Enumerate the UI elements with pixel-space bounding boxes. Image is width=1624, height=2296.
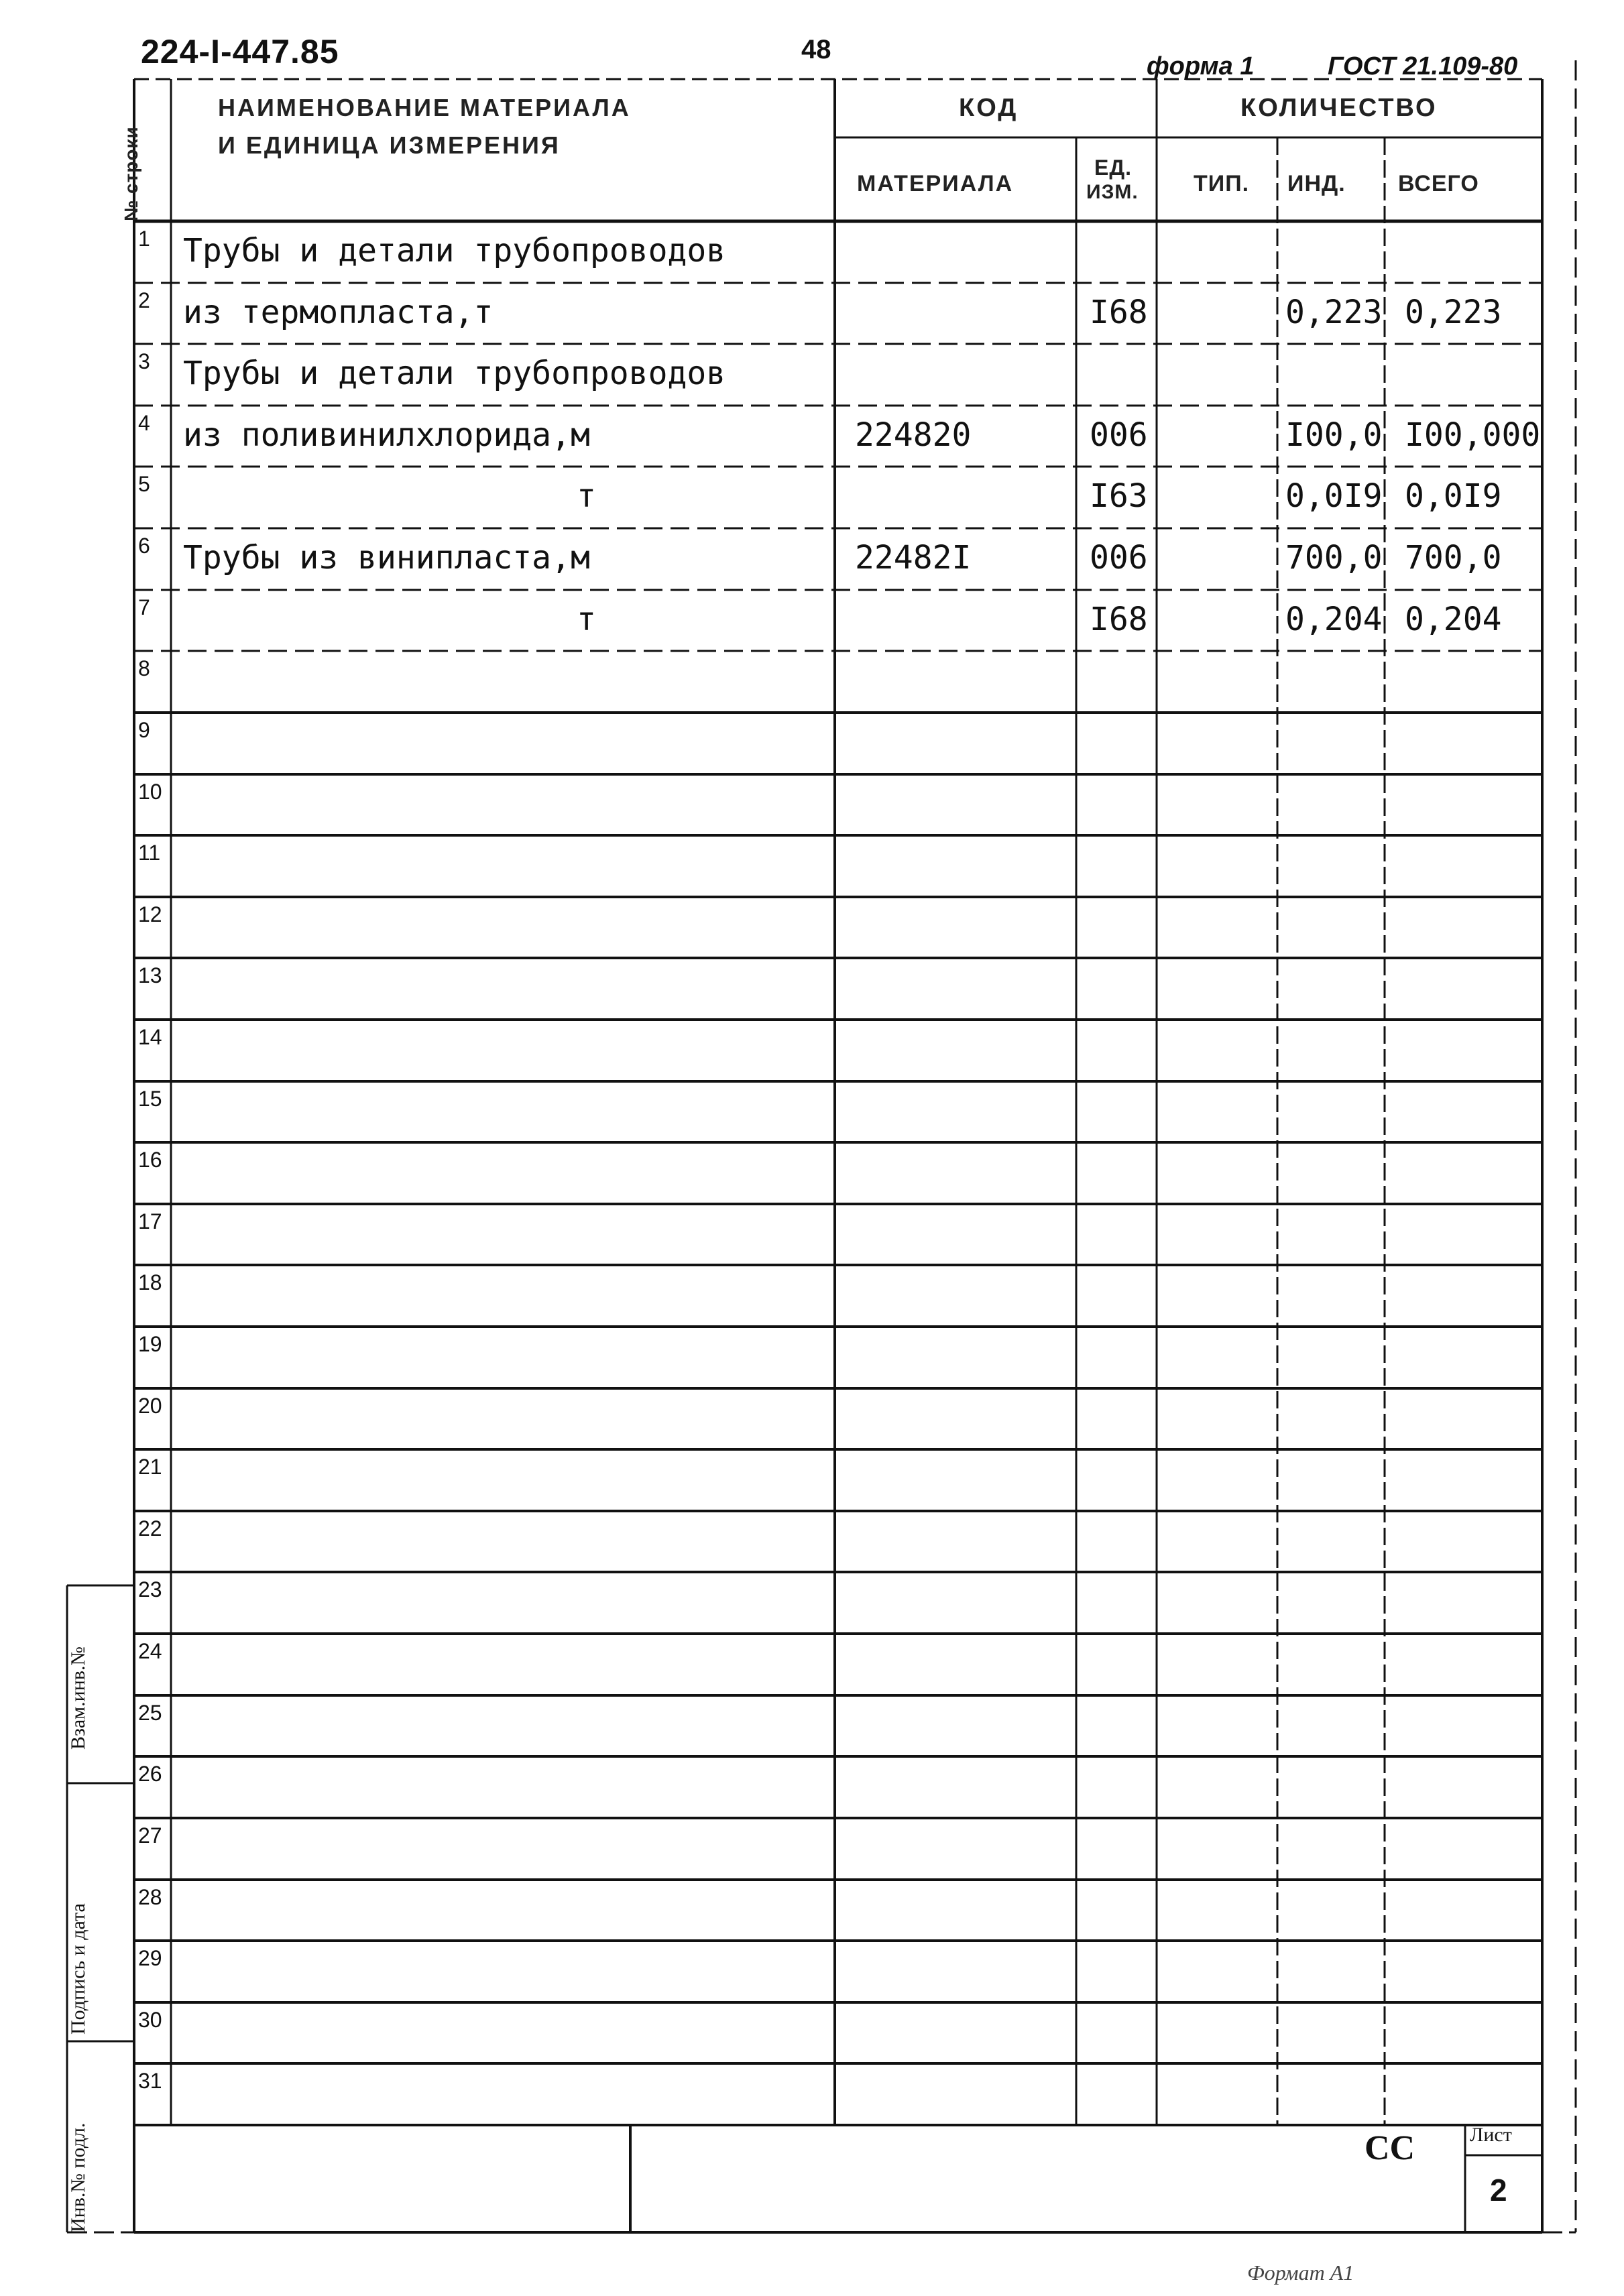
row-number: 8: [138, 656, 150, 680]
row-number: 3: [138, 349, 150, 373]
name-header-line1: НАИМЕНОВАНИЕ МАТЕРИАЛА: [218, 94, 631, 121]
row-number: 29: [138, 1946, 162, 1970]
ind-qty-cell: 700,0: [1285, 539, 1383, 577]
row-number: 14: [138, 1025, 162, 1049]
ind-qty-cell: I00,0: [1285, 416, 1383, 454]
total-qty-cell: I00,000: [1405, 416, 1541, 454]
row-number: 6: [138, 534, 150, 558]
kolichestvo-header: КОЛИЧЕСТВО: [1240, 94, 1438, 122]
unit-code-cell: I63: [1090, 477, 1148, 515]
ind-qty-cell: 0,204: [1285, 600, 1383, 638]
total-qty-cell: 0,204: [1405, 600, 1502, 638]
ind-header: ИНД.: [1287, 171, 1346, 196]
row-number: 7: [138, 595, 150, 619]
row-number: 27: [138, 1823, 162, 1848]
row-number: 18: [138, 1270, 162, 1294]
name-header-line2: И ЕДИНИЦА ИЗМЕРЕНИЯ: [218, 131, 561, 159]
row-number: 15: [138, 1087, 162, 1111]
row-number: 24: [138, 1639, 162, 1663]
gost-label: ГОСТ 21.109-80: [1328, 52, 1518, 80]
vsego-header: ВСЕГО: [1398, 171, 1479, 196]
material-code-cell: 224820: [855, 416, 972, 454]
material-name-cell: т: [577, 477, 596, 515]
replace-inv-label: Взам.инв.№: [67, 1646, 89, 1750]
material-name-cell: Трубы и детали трубопроводов: [183, 232, 726, 269]
unit-header-line2: ИЗМ.: [1086, 181, 1139, 203]
document-code: 224-I-447.85: [141, 33, 339, 70]
total-qty-cell: 700,0: [1405, 539, 1502, 577]
material-name-cell: т: [577, 600, 596, 638]
form-label: форма 1: [1147, 52, 1255, 80]
inv-no-label: Инв.№ подл.: [67, 2122, 89, 2232]
row-number: 16: [138, 1148, 162, 1172]
format-label: Формат А1: [1247, 2260, 1354, 2285]
kod-header: КОД: [959, 94, 1019, 122]
unit-code-cell: 006: [1090, 416, 1148, 454]
sign-date-label: Подпись и дата: [67, 1903, 89, 2035]
row-number: 2: [138, 288, 150, 312]
row-number: 28: [138, 1885, 162, 1909]
title-mark: СС: [1365, 2129, 1415, 2167]
row-number: 30: [138, 2008, 162, 2032]
row-number: 11: [138, 841, 161, 865]
row-number: 1: [138, 227, 150, 251]
page-number: 48: [801, 35, 831, 64]
material-name-cell: из термопласта,т: [183, 293, 494, 331]
row-number: 31: [138, 2069, 162, 2093]
material-name-cell: Трубы и детали трубопроводов: [183, 355, 726, 392]
row-number: 4: [138, 411, 150, 435]
row-number: 23: [138, 1577, 162, 1602]
material-code-header: МАТЕРИАЛА: [857, 171, 1014, 196]
row-number: 22: [138, 1516, 162, 1540]
unit-code-cell: I68: [1090, 600, 1148, 638]
row-number: 19: [138, 1332, 162, 1356]
unit-code-cell: I68: [1090, 293, 1148, 331]
sheet-label: Лист: [1470, 2124, 1512, 2146]
row-number: 20: [138, 1394, 162, 1418]
row-number-header: № строки: [121, 126, 141, 221]
unit-code-cell: 006: [1090, 539, 1148, 577]
material-name-cell: Трубы из винипласта,м: [183, 539, 590, 577]
row-number: 9: [138, 718, 150, 742]
row-number: 25: [138, 1701, 162, 1725]
total-qty-cell: 0,0I9: [1405, 477, 1502, 515]
unit-header-line1: ЕД.: [1094, 156, 1133, 180]
sheet-number: 2: [1490, 2173, 1507, 2208]
row-number: 12: [138, 902, 162, 926]
row-number: 26: [138, 1762, 162, 1786]
row-number: 13: [138, 963, 162, 987]
row-number: 17: [138, 1209, 162, 1233]
row-number: 10: [138, 780, 162, 804]
tip-header: ТИП.: [1194, 171, 1250, 196]
ind-qty-cell: 0,0I9: [1285, 477, 1383, 515]
material-name-cell: из поливинилхлорида,м: [183, 416, 590, 454]
total-qty-cell: 0,223: [1405, 293, 1502, 331]
row-number: 5: [138, 472, 150, 496]
ind-qty-cell: 0,223: [1285, 293, 1383, 331]
material-code-cell: 22482I: [855, 539, 972, 577]
row-number: 21: [138, 1455, 162, 1479]
